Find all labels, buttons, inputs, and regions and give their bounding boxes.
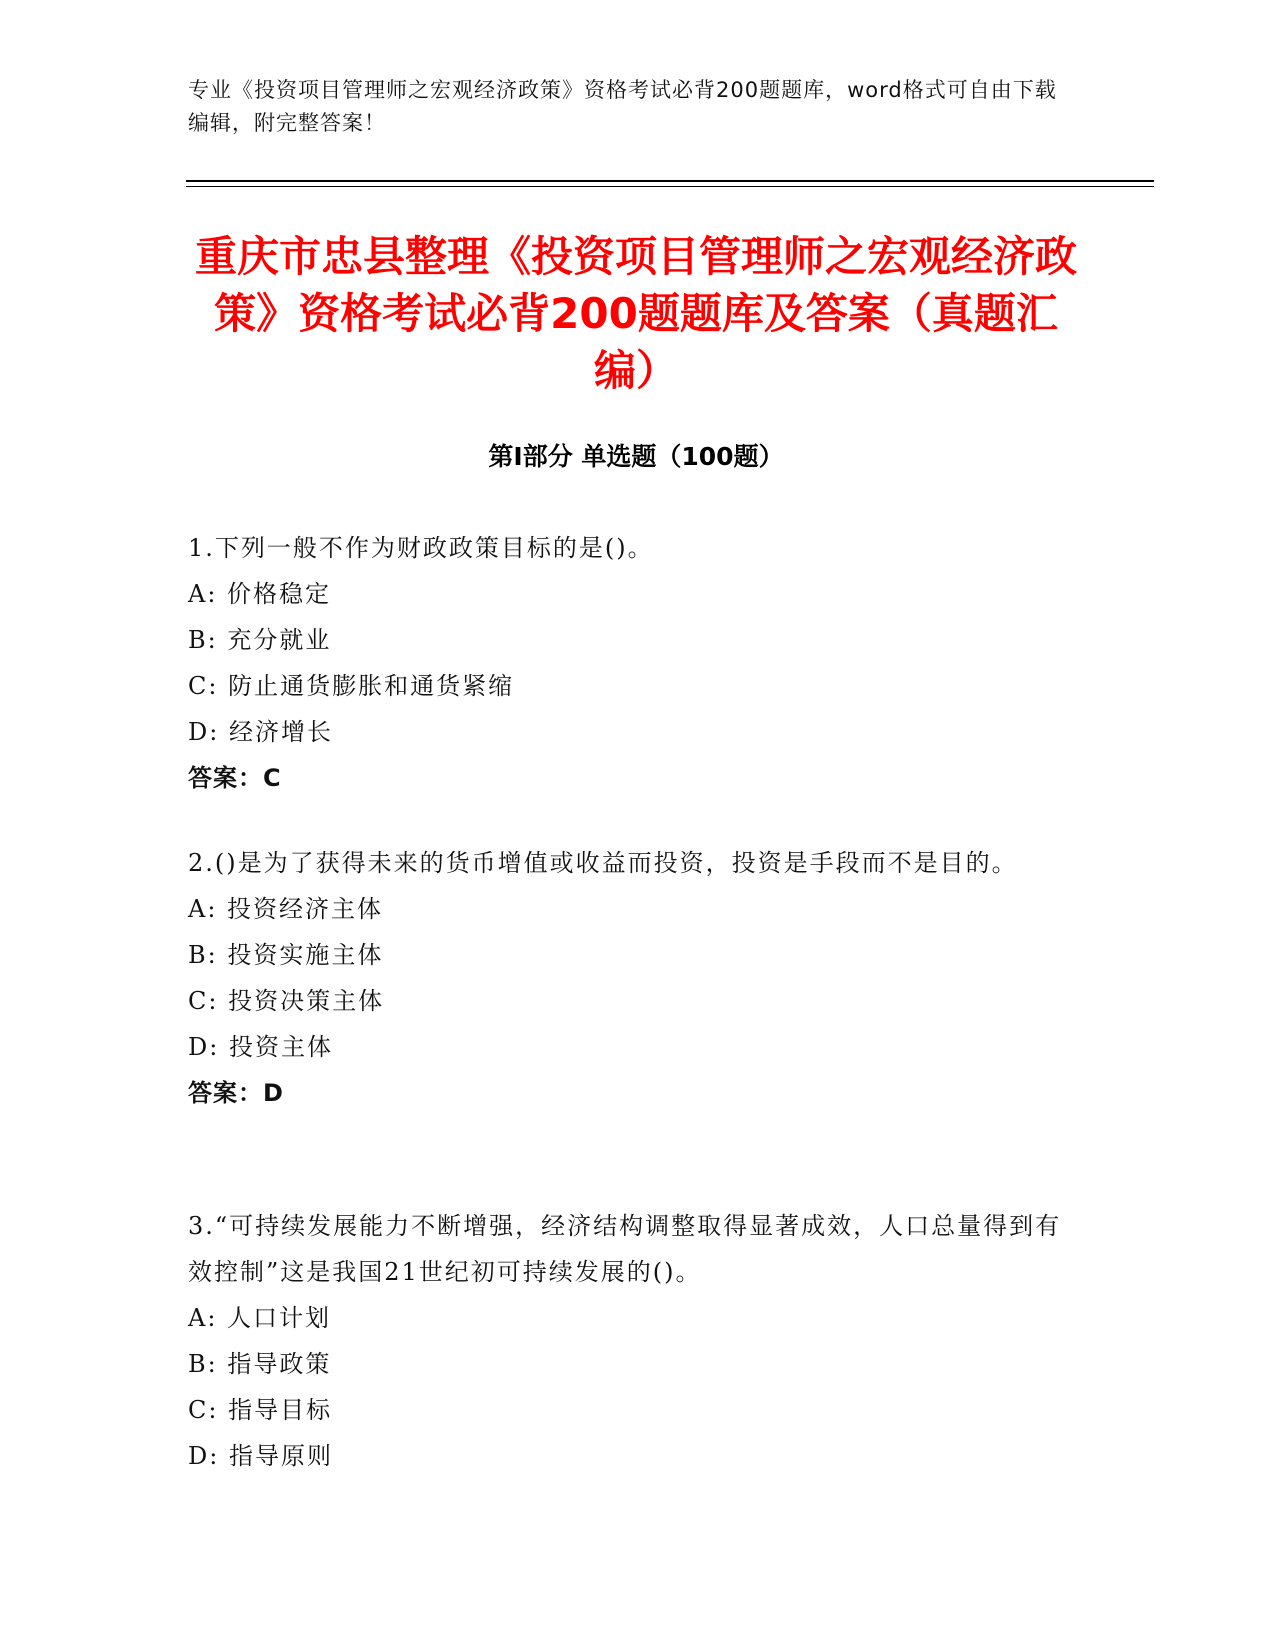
section-title: 第I部分 单选题（100题） [488,442,784,471]
header-divider-thick [186,180,1154,182]
option-d: D: 指导原则 [188,1442,333,1470]
option-a: A: 价格稳定 [188,580,332,608]
answer-label: 答案：D [188,1079,284,1107]
document-title: 重庆市忠县整理《投资项目管理师之宏观经济政策》资格考试必背200题题库及答案（真题汇编） [194,232,1077,395]
option-d: D: 投资主体 [188,1033,333,1061]
option-c: C: 投资决策主体 [188,987,385,1015]
option-b: B: 指导政策 [188,1350,332,1378]
answer-label: 答案：C [188,764,282,792]
question-item [188,840,1068,1116]
option-d: D: 经济增长 [188,718,333,746]
question-text: 2.()是为了获得未来的货币增值或收益而投资，投资是手段而不是目的。 [188,849,1018,877]
option-c: C: 指导目标 [188,1396,333,1424]
header-note: 专业《投资项目管理师之宏观经济政策》资格考试必背200题题库，word格式可自由下载编辑，附完整答案！ [188,78,1057,135]
question-text: 3.“可持续发展能力不断增强，经济结构调整取得显著成效，人口总量得到有效控制”这是我国21世纪初可持续发展的()。 [188,1212,1062,1286]
question-item [188,525,1068,801]
option-b: B: 充分就业 [188,626,332,654]
option-b: B: 投资实施主体 [188,941,384,969]
question-item [188,1203,1068,1479]
option-a: A: 投资经济主体 [188,895,384,923]
question-text: 1.下列一般不作为财政政策目标的是()。 [188,534,654,562]
header-divider-thin [186,186,1154,187]
option-c: C: 防止通货膨胀和通货紧缩 [188,672,515,700]
option-a: A: 人口计划 [188,1304,332,1332]
